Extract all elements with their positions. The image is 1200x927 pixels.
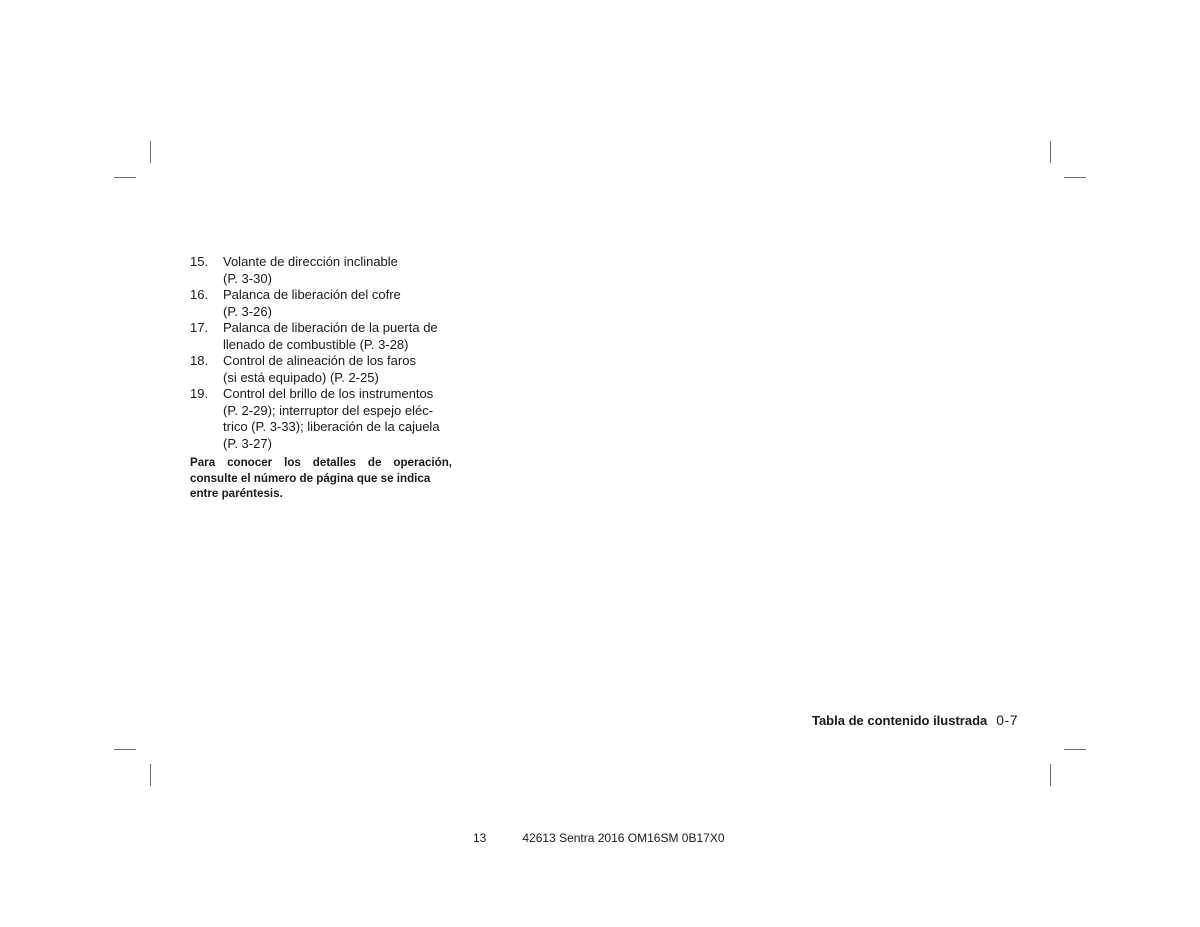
list-item-line: (P. 3-26): [223, 303, 272, 319]
sheet-number: 13: [473, 831, 487, 845]
list-item-text: [223, 386, 470, 452]
list-item: [190, 386, 470, 452]
print-code: 42613 Sentra 2016 OM16SM 0B17X0: [522, 831, 725, 845]
list-item: [190, 353, 470, 386]
crop-mark-top-left-horizontal: [114, 177, 136, 178]
list-item: [190, 254, 470, 287]
list-item-text: [223, 353, 470, 386]
list-item-text: [223, 287, 470, 320]
page-number: 0-7: [996, 712, 1018, 728]
crop-mark-top-right-horizontal: [1064, 177, 1086, 178]
crop-mark-bottom-left-vertical: [150, 764, 151, 786]
list-item-line: Palanca de liberación del cofre: [223, 287, 401, 302]
controls-list: [190, 254, 470, 452]
list-item-line: trico (P. 3-33); liberación de la cajuela: [223, 419, 440, 434]
note-line: Para conocer los detalles de operación,: [190, 456, 452, 469]
list-item: [190, 320, 470, 353]
crop-mark-top-right-vertical: [1050, 141, 1051, 163]
list-item-line: (P. 3-27): [223, 435, 272, 451]
list-item-line: (P. 2-29); interruptor del espejo eléc-: [223, 402, 434, 418]
list-item: [190, 287, 470, 320]
list-item-number: 19.: [190, 386, 209, 401]
list-item-line: Volante de dirección inclinable: [223, 254, 398, 269]
note-line: entre paréntesis.: [190, 487, 283, 500]
crop-mark-bottom-right-vertical: [1050, 764, 1051, 786]
list-item-line: Control de alineación de los faros: [223, 353, 416, 368]
list-item-number: 16.: [190, 287, 209, 302]
list-item-line: (P. 3-30): [223, 270, 272, 286]
list-item-line: (si está equipado) (P. 2-25): [223, 369, 379, 385]
print-slug: [473, 830, 725, 846]
list-item-text: [223, 254, 470, 287]
crop-mark-bottom-left-horizontal: [114, 749, 136, 750]
operation-note: [190, 455, 452, 502]
note-line: consulte el número de página que se indica: [190, 471, 431, 485]
list-item-number: 15.: [190, 254, 209, 269]
crop-mark-top-left-vertical: [150, 141, 151, 163]
section-title: Tabla de contenido ilustrada: [811, 713, 988, 728]
crop-mark-bottom-right-horizontal: [1064, 749, 1086, 750]
list-item-number: 17.: [190, 320, 209, 335]
list-item-number: 18.: [190, 353, 209, 368]
list-item-line: Palanca de liberación de la puerta de: [223, 320, 438, 335]
list-item-line: Control del brillo de los instrumentos: [223, 386, 434, 401]
list-item-text: [223, 320, 470, 353]
list-item-line: llenado de combustible (P. 3-28): [223, 336, 409, 352]
section-footer: [812, 711, 1018, 730]
